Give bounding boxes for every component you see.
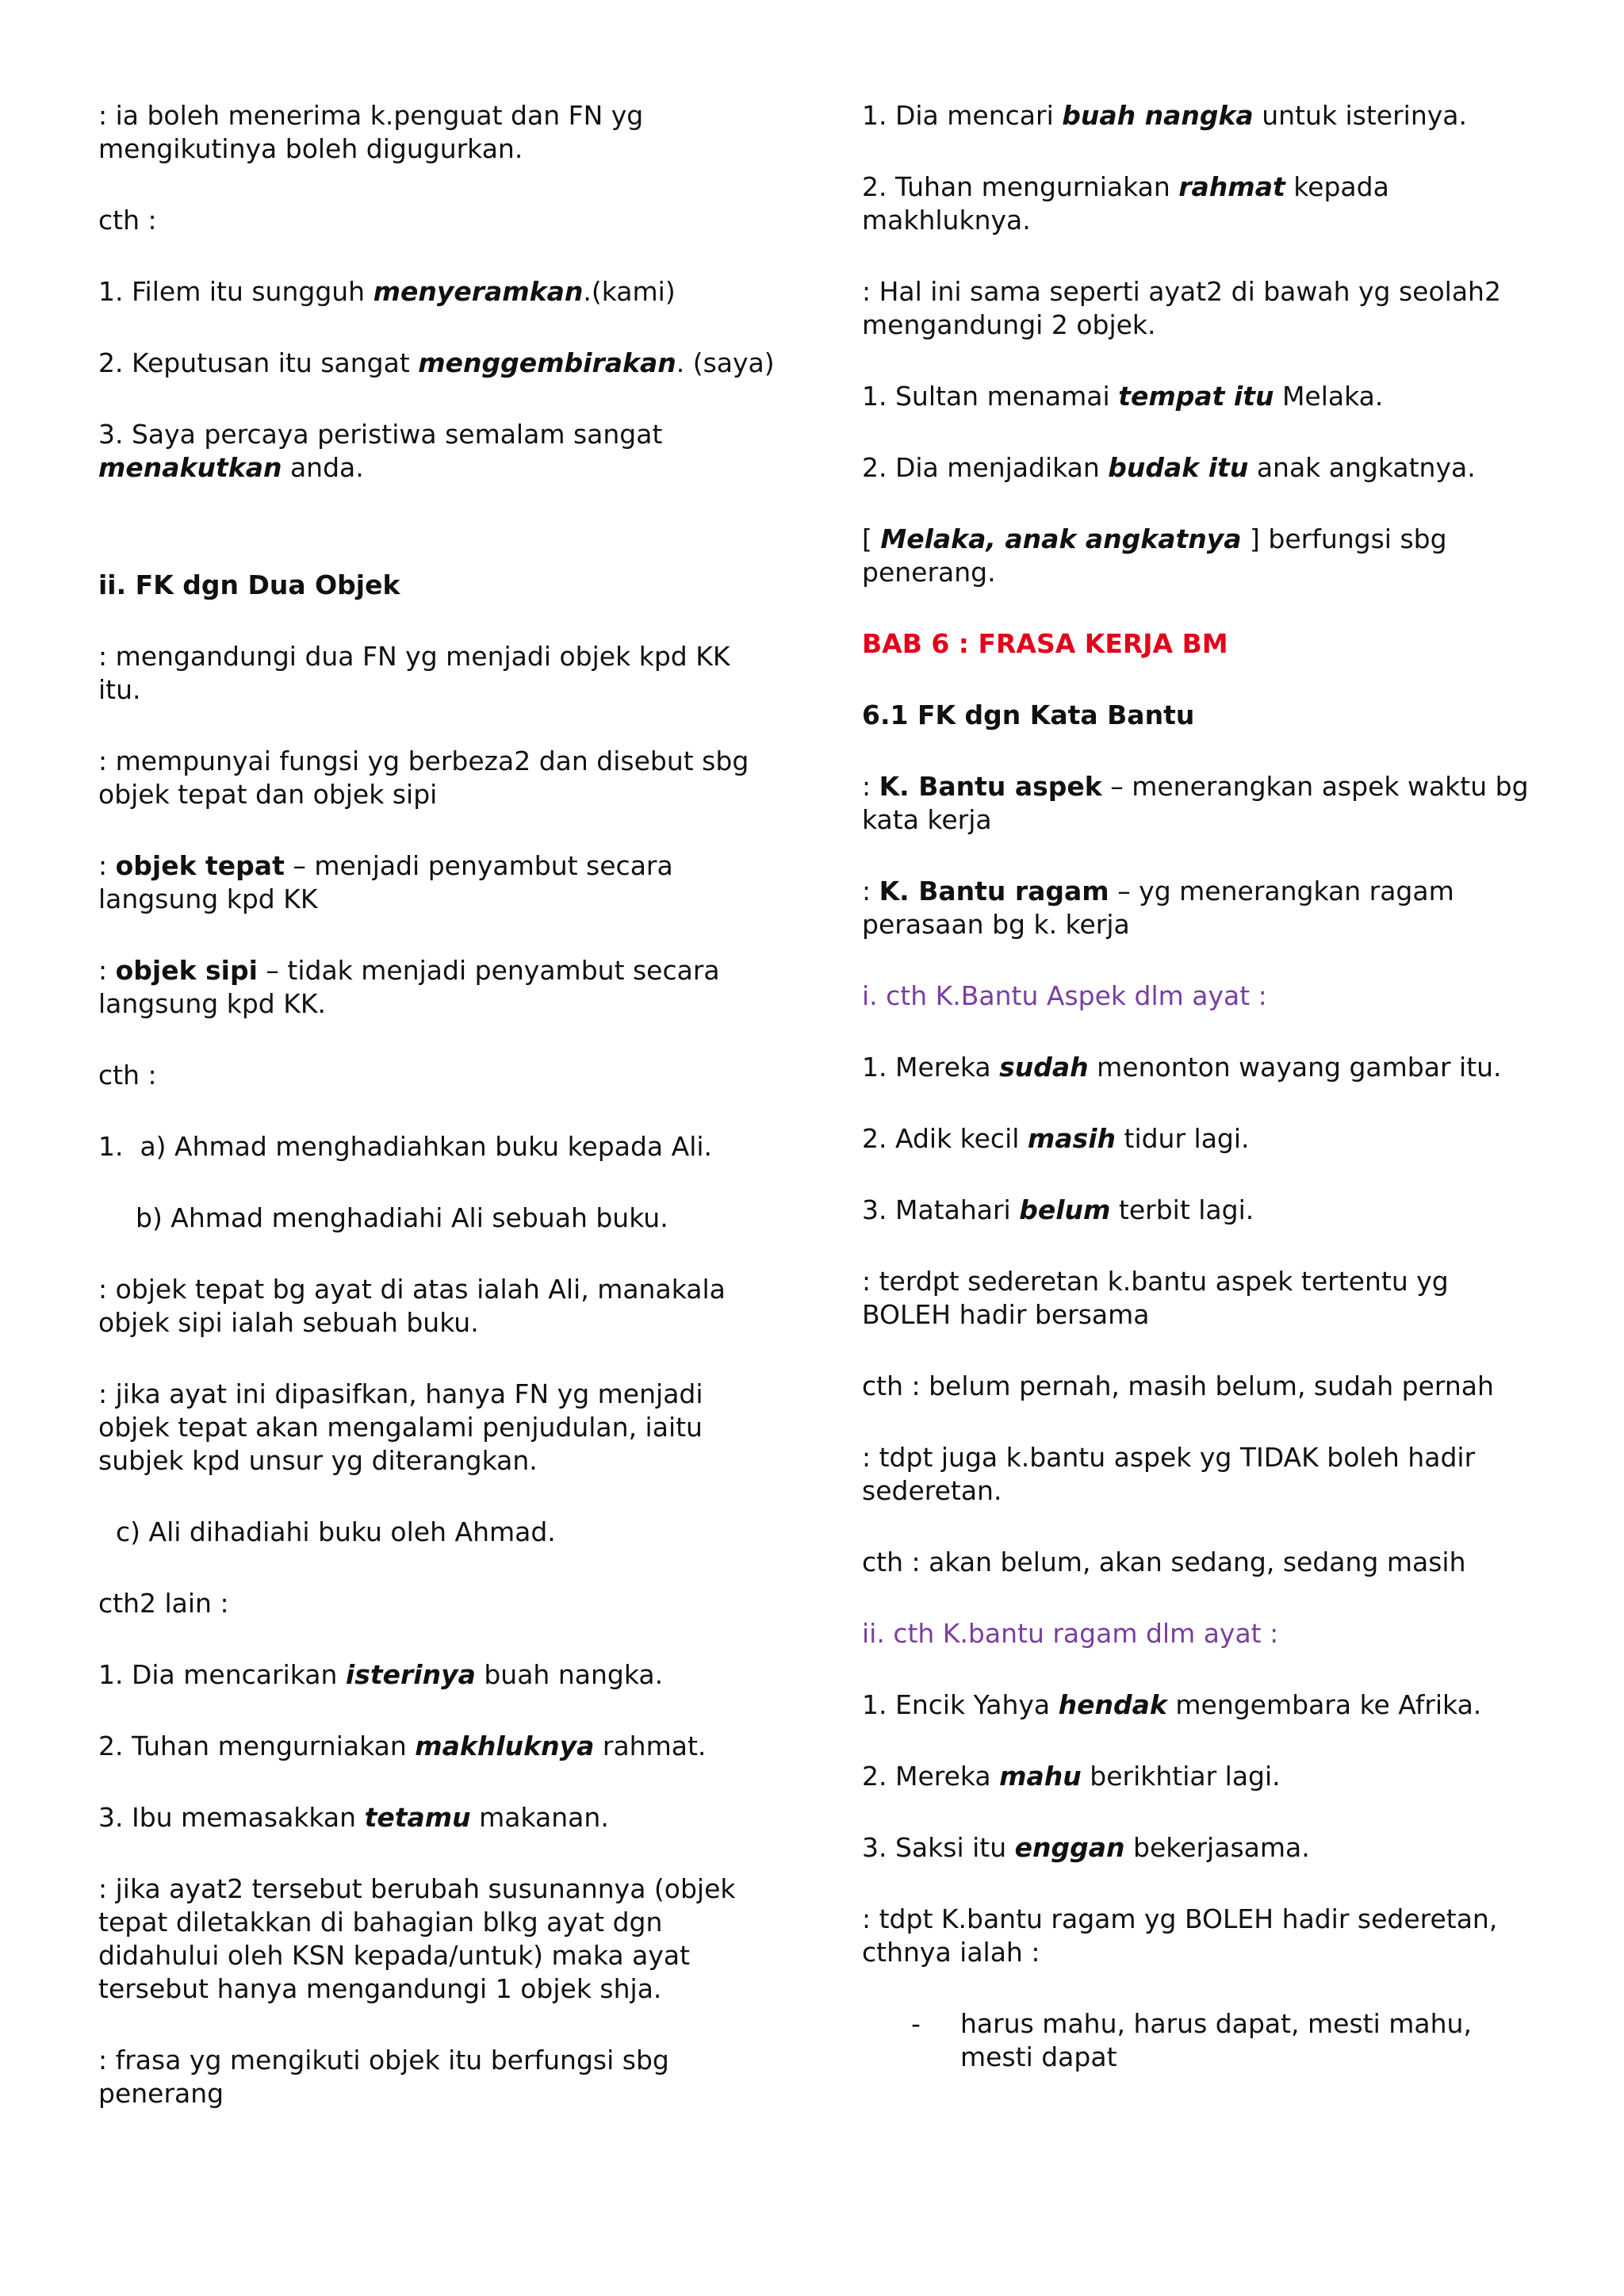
example-sentence: 2. Dia menjadikan budak itu anak angkatnya. bbox=[862, 452, 1476, 483]
example-label: cth2 lain : bbox=[98, 1588, 229, 1619]
dash-bullet: - bbox=[911, 2008, 921, 2039]
paragraph: : mempunyai fungsi yg berbeza2 dan disebut sbg objek tepat dan objek sipi bbox=[98, 746, 749, 810]
right-column bbox=[862, 99, 1544, 2112]
example-sentence: 1. Dia mencari buah nangka untuk isterinya. bbox=[862, 100, 1467, 131]
paragraph: cth : akan belum, akan sedang, sedang masih bbox=[862, 1547, 1466, 1577]
example-sentence: 3. Saksi itu enggan bekerjasama. bbox=[862, 1832, 1310, 1863]
paragraph: : jika ayat ini dipasifkan, hanya FN yg menjadi objek tepat akan mengalami penjudulan, iaitu subjek kpd unsur yg diterangkan. bbox=[98, 1378, 703, 1476]
definition: : objek sipi – tidak menjadi penyambut secara langsung kpd KK. bbox=[98, 955, 720, 1019]
subheading: i. cth K.Bantu Aspek dlm ayat : bbox=[862, 980, 1267, 1011]
example-sentence: c) Ali dihadiahi buku oleh Ahmad. bbox=[116, 1516, 556, 1547]
definition: : K. Bantu aspek – menerangkan aspek waktu bg kata kerja bbox=[862, 771, 1529, 835]
example-sentence: b) Ahmad menghadiahi Ali sebuah buku. bbox=[136, 1202, 668, 1233]
paragraph: : tdpt K.bantu ragam yg BOLEH hadir sederetan, cthnya ialah : bbox=[862, 1903, 1498, 1968]
left-column bbox=[98, 99, 780, 2148]
definition: : objek tepat – menjadi penyambut secara langsung kpd KK bbox=[98, 850, 673, 914]
paragraph: : Hal ini sama seperti ayat2 di bawah yg seolah2 mengandungi 2 objek. bbox=[862, 276, 1501, 340]
example-sentence: 1. Dia mencarikan isterinya buah nangka. bbox=[98, 1659, 664, 1690]
example-sentence: 3. Matahari belum terbit lagi. bbox=[862, 1194, 1254, 1225]
example-label: cth : bbox=[98, 205, 157, 236]
example-sentence: 1. a) Ahmad menghadiahkan buku kepada Ali. bbox=[98, 1131, 713, 1162]
example-sentence: 1. Filem itu sungguh menyeramkan.(kami) bbox=[98, 276, 676, 307]
subheading: ii. cth K.bantu ragam dlm ayat : bbox=[862, 1618, 1279, 1649]
paragraph: : frasa yg mengikuti objek itu berfungsi sbg penerang bbox=[98, 2045, 669, 2109]
chapter-heading: BAB 6 : FRASA KERJA BM bbox=[862, 628, 1228, 659]
example-sentence: 2. Mereka mahu berikhtiar lagi. bbox=[862, 1761, 1281, 1792]
example-sentence: 3. Saya percaya peristiwa semalam sangat menakutkan anda. bbox=[98, 419, 663, 483]
paragraph: : objek tepat bg ayat di atas ialah Ali, manakala objek sipi ialah sebuah buku. bbox=[98, 1274, 726, 1338]
paragraph: : tdpt juga k.bantu aspek yg TIDAK boleh hadir sederetan. bbox=[862, 1442, 1476, 1506]
example-sentence: 3. Ibu memasakkan tetamu makanan. bbox=[98, 1802, 609, 1833]
example-sentence: 2. Keputusan itu sangat menggembirakan. (saya) bbox=[98, 347, 775, 378]
section-heading: 6.1 FK dgn Kata Bantu bbox=[862, 700, 1195, 730]
example-sentence: 1. Encik Yahya hendak mengembara ke Afrika. bbox=[862, 1689, 1482, 1720]
example-sentence: 1. Mereka sudah menonton wayang gambar itu. bbox=[862, 1052, 1502, 1083]
example-sentence: 1. Sultan menamai tempat itu Melaka. bbox=[862, 381, 1384, 412]
definition: : K. Bantu ragam – yg menerangkan ragam perasaan bg k. kerja bbox=[862, 876, 1454, 940]
paragraph: : terdpt sederetan k.bantu aspek tertentu yg BOLEH hadir bersama bbox=[862, 1266, 1449, 1330]
paragraph: cth : belum pernah, masih belum, sudah pernah bbox=[862, 1370, 1494, 1401]
list-item bbox=[862, 2007, 1544, 2074]
paragraph: : jika ayat2 tersebut berubah susunannya (objek tepat diletakkan di bahagian blkg ayat dgn didahului oleh KSN kepada/untuk) maka ayat tersebut hanya mengandungi 1 objek shja. bbox=[98, 1873, 736, 2004]
example-sentence: 2. Tuhan mengurniakan rahmat kepada makhluknya. bbox=[862, 171, 1389, 236]
example-label: cth : bbox=[98, 1060, 157, 1091]
paragraph: : mengandungi dua FN yg menjadi objek kpd KK itu. bbox=[98, 641, 730, 705]
example-sentence: 2. Adik kecil masih tidur lagi. bbox=[862, 1123, 1250, 1154]
section-heading: ii. FK dgn Dua Objek bbox=[98, 569, 400, 600]
paragraph: [ Melaka, anak angkatnya ] berfungsi sbg penerang. bbox=[862, 523, 1447, 588]
paragraph: : ia boleh menerima k.penguat dan FN yg mengikutinya boleh digugurkan. bbox=[98, 100, 644, 164]
example-sentence: 2. Tuhan mengurniakan makhluknya rahmat. bbox=[98, 1731, 707, 1761]
list-item-text: harus mahu, harus dapat, mesti mahu, mesti dapat bbox=[960, 2008, 1472, 2072]
